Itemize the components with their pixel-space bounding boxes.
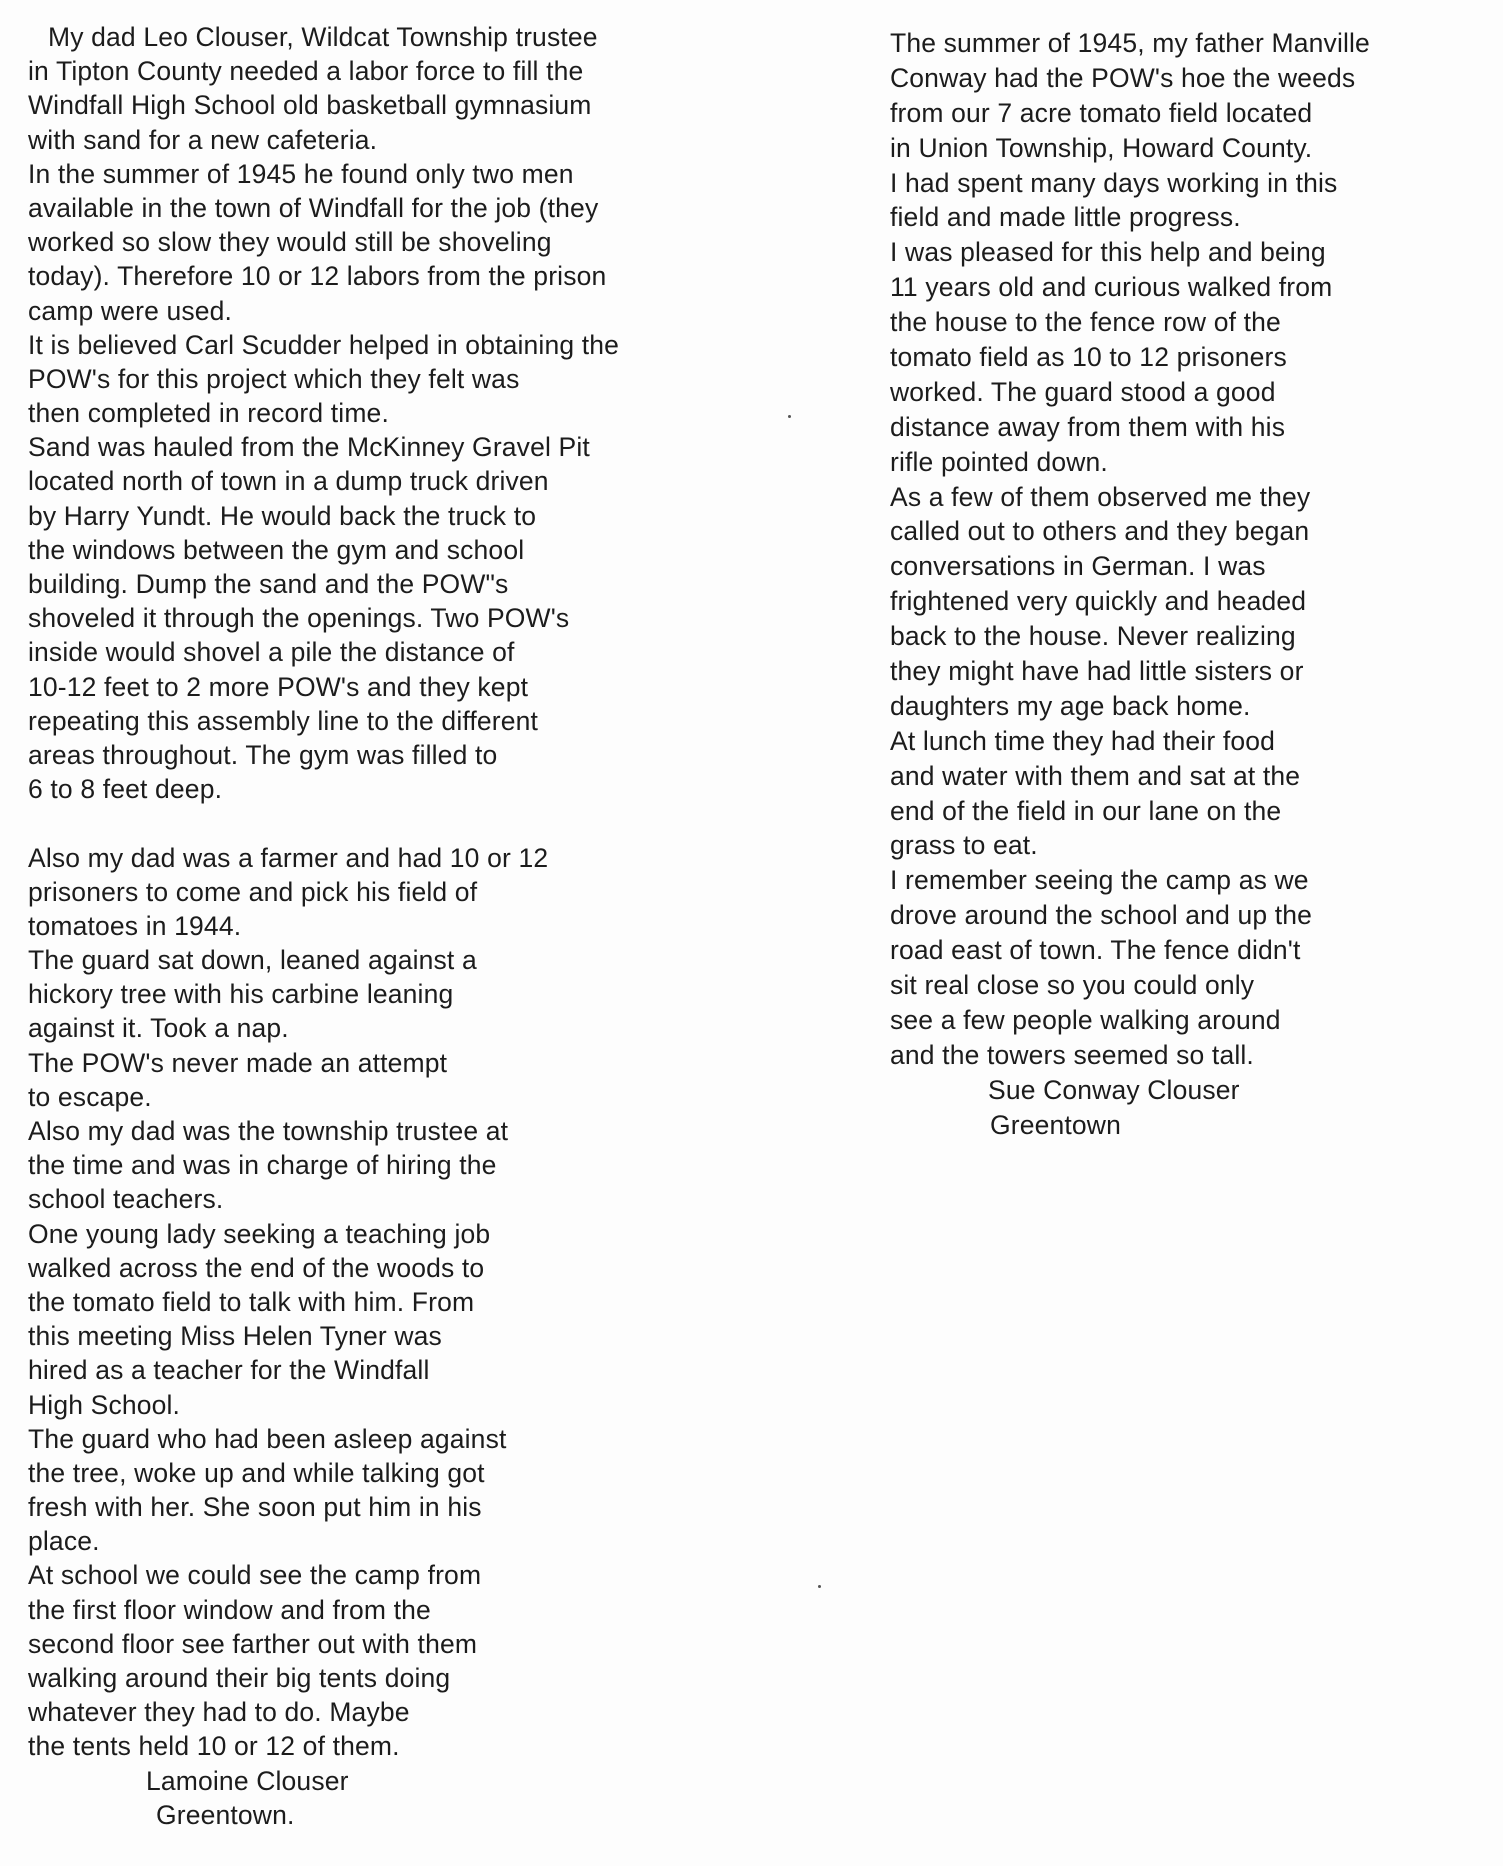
right-line: I had spent many days working in this — [890, 167, 1338, 198]
left-line: High School. — [28, 1389, 181, 1420]
left-line: then completed in record time. — [28, 398, 389, 429]
right-line: they might have had little sisters or — [890, 656, 1304, 687]
right-line: I was pleased for this help and being — [890, 237, 1326, 268]
left-line: inside would shovel a pile the distance of — [28, 637, 515, 668]
right-line: 11 years old and curious walked from — [890, 272, 1333, 303]
left-line: with sand for a new cafeteria. — [28, 124, 378, 155]
left-line: prisoners to come and pick his field of — [28, 876, 478, 907]
right-line: from our 7 acre tomato field located — [890, 97, 1313, 128]
right-line: see a few people walking around — [890, 1004, 1281, 1035]
left-line: available in the town of Windfall for the job (they — [28, 192, 599, 223]
left-line: this meeting Miss Helen Tyner was — [28, 1321, 442, 1352]
left-line: tomatoes in 1944. — [28, 910, 242, 941]
left-column — [28, 20, 728, 1832]
left-line: 6 to 8 feet deep. — [28, 774, 223, 805]
left-line: the tree, woke up and while talking got — [28, 1457, 485, 1488]
right-line: daughters my age back home. — [890, 690, 1251, 721]
left-line: whatever they had to do. Maybe — [28, 1697, 410, 1728]
right-line: distance away from them with his — [890, 411, 1286, 442]
left-line: At school we could see the camp from — [28, 1560, 482, 1591]
signature-name: Lamoine Clouser — [146, 1765, 349, 1796]
right-line: and the towers seemed so tall. — [890, 1039, 1254, 1070]
left-line: to escape. — [28, 1081, 152, 1112]
left-line: fresh with her. She soon put him in his — [28, 1492, 482, 1523]
left-line: the first floor window and from the — [28, 1594, 431, 1625]
left-line: The POW's never made an attempt — [28, 1047, 448, 1078]
right-line: worked. The guard stood a good — [890, 376, 1276, 407]
left-line: building. Dump the sand and the POW"s — [28, 569, 509, 599]
left-line: place. — [28, 1526, 100, 1557]
left-line: hired as a teacher for the Windfall — [28, 1355, 430, 1386]
left-line: walking around their big tents doing — [28, 1663, 451, 1693]
left-line: POW's for this project which they felt was — [28, 363, 520, 394]
left-line: located north of town in a dump truck driven — [28, 466, 549, 497]
left-line: second floor see farther out with them — [28, 1628, 478, 1659]
right-line: field and made little progress. — [890, 202, 1241, 233]
left-line: In the summer of 1945 he found only two men — [28, 158, 574, 189]
right-line: back to the house. Never realizing — [890, 621, 1296, 652]
right-line: grass to eat. — [890, 830, 1038, 861]
right-column — [890, 26, 1470, 1143]
left-line: 10-12 feet to 2 more POW's and they kept — [28, 671, 529, 702]
right-line: end of the field in our lane on the — [890, 795, 1282, 826]
right-line: drove around the school and up the — [890, 900, 1313, 931]
right-line: called out to others and they began — [890, 516, 1310, 547]
left-line: Also my dad was the township trustee at — [28, 1116, 509, 1146]
left-line: It is believed Carl Scudder helped in obtaining the — [28, 329, 620, 360]
left-line: The guard sat down, leaned against a — [28, 945, 477, 976]
left-line: repeating this assembly line to the different — [28, 705, 539, 736]
left-line: Windfall High School old basketball gymnasium — [28, 90, 592, 121]
right-line: conversations in German. I was — [890, 551, 1266, 582]
left-line: hickory tree with his carbine leaning — [28, 979, 454, 1010]
left-line: camp were used. — [28, 295, 233, 326]
right-line: Conway had the POW's hoe the weeds — [890, 62, 1356, 93]
scan-speck — [818, 1585, 821, 1588]
left-line: by Harry Yundt. He would back the truck to — [28, 500, 537, 531]
right-line: frightened very quickly and headed — [890, 586, 1307, 617]
left-line: The guard who had been asleep against — [28, 1423, 507, 1454]
signature-name: Sue Conway Clouser — [988, 1074, 1240, 1105]
left-line: the windows between the gym and school — [28, 534, 525, 565]
left-line: shoveled it through the openings. Two POW's — [28, 603, 570, 634]
left-line: My dad Leo Clouser, Wildcat Township trustee — [48, 22, 598, 52]
right-line: and water with them and sat at the — [890, 760, 1301, 791]
left-line: against it. Took a nap. — [28, 1013, 289, 1044]
left-line: the tomato field to talk with him. From — [28, 1286, 475, 1317]
left-line: the time and was in charge of hiring the — [28, 1150, 497, 1181]
right-line: road east of town. The fence didn't — [890, 935, 1301, 966]
left-line: school teachers. — [28, 1184, 224, 1215]
right-line: At lunch time they had their food — [890, 725, 1276, 756]
left-line: areas throughout. The gym was filled to — [28, 739, 498, 770]
left-line: the tents held 10 or 12 of them. — [28, 1731, 400, 1762]
right-line: the house to the fence row of the — [890, 307, 1281, 338]
left-line: worked so slow they would still be shoveling — [28, 227, 552, 258]
right-line: sit real close so you could only — [890, 970, 1255, 1001]
right-line: The summer of 1945, my father Manville — [890, 28, 1370, 58]
right-line: rifle pointed down. — [890, 446, 1108, 477]
scan-speck — [788, 415, 791, 418]
signature-town: Greentown. — [156, 1799, 295, 1830]
left-line: Also my dad was a farmer and had 10 or 12 — [28, 842, 549, 873]
paragraph-gap — [28, 806, 728, 840]
left-line: One young lady seeking a teaching job — [28, 1218, 491, 1249]
left-line: in Tipton County needed a labor force to fill the — [28, 56, 584, 87]
signature-town: Greentown — [990, 1109, 1121, 1140]
right-line: tomato field as 10 to 12 prisoners — [890, 342, 1287, 373]
right-line: I remember seeing the camp as we — [890, 865, 1309, 896]
right-line: in Union Township, Howard County. — [890, 132, 1313, 163]
left-line: Sand was hauled from the McKinney Gravel Pit — [28, 432, 590, 463]
left-line: walked across the end of the woods to — [28, 1252, 485, 1283]
left-line: today). Therefore 10 or 12 labors from the prison — [28, 261, 607, 292]
right-line: As a few of them observed me they — [890, 481, 1311, 512]
